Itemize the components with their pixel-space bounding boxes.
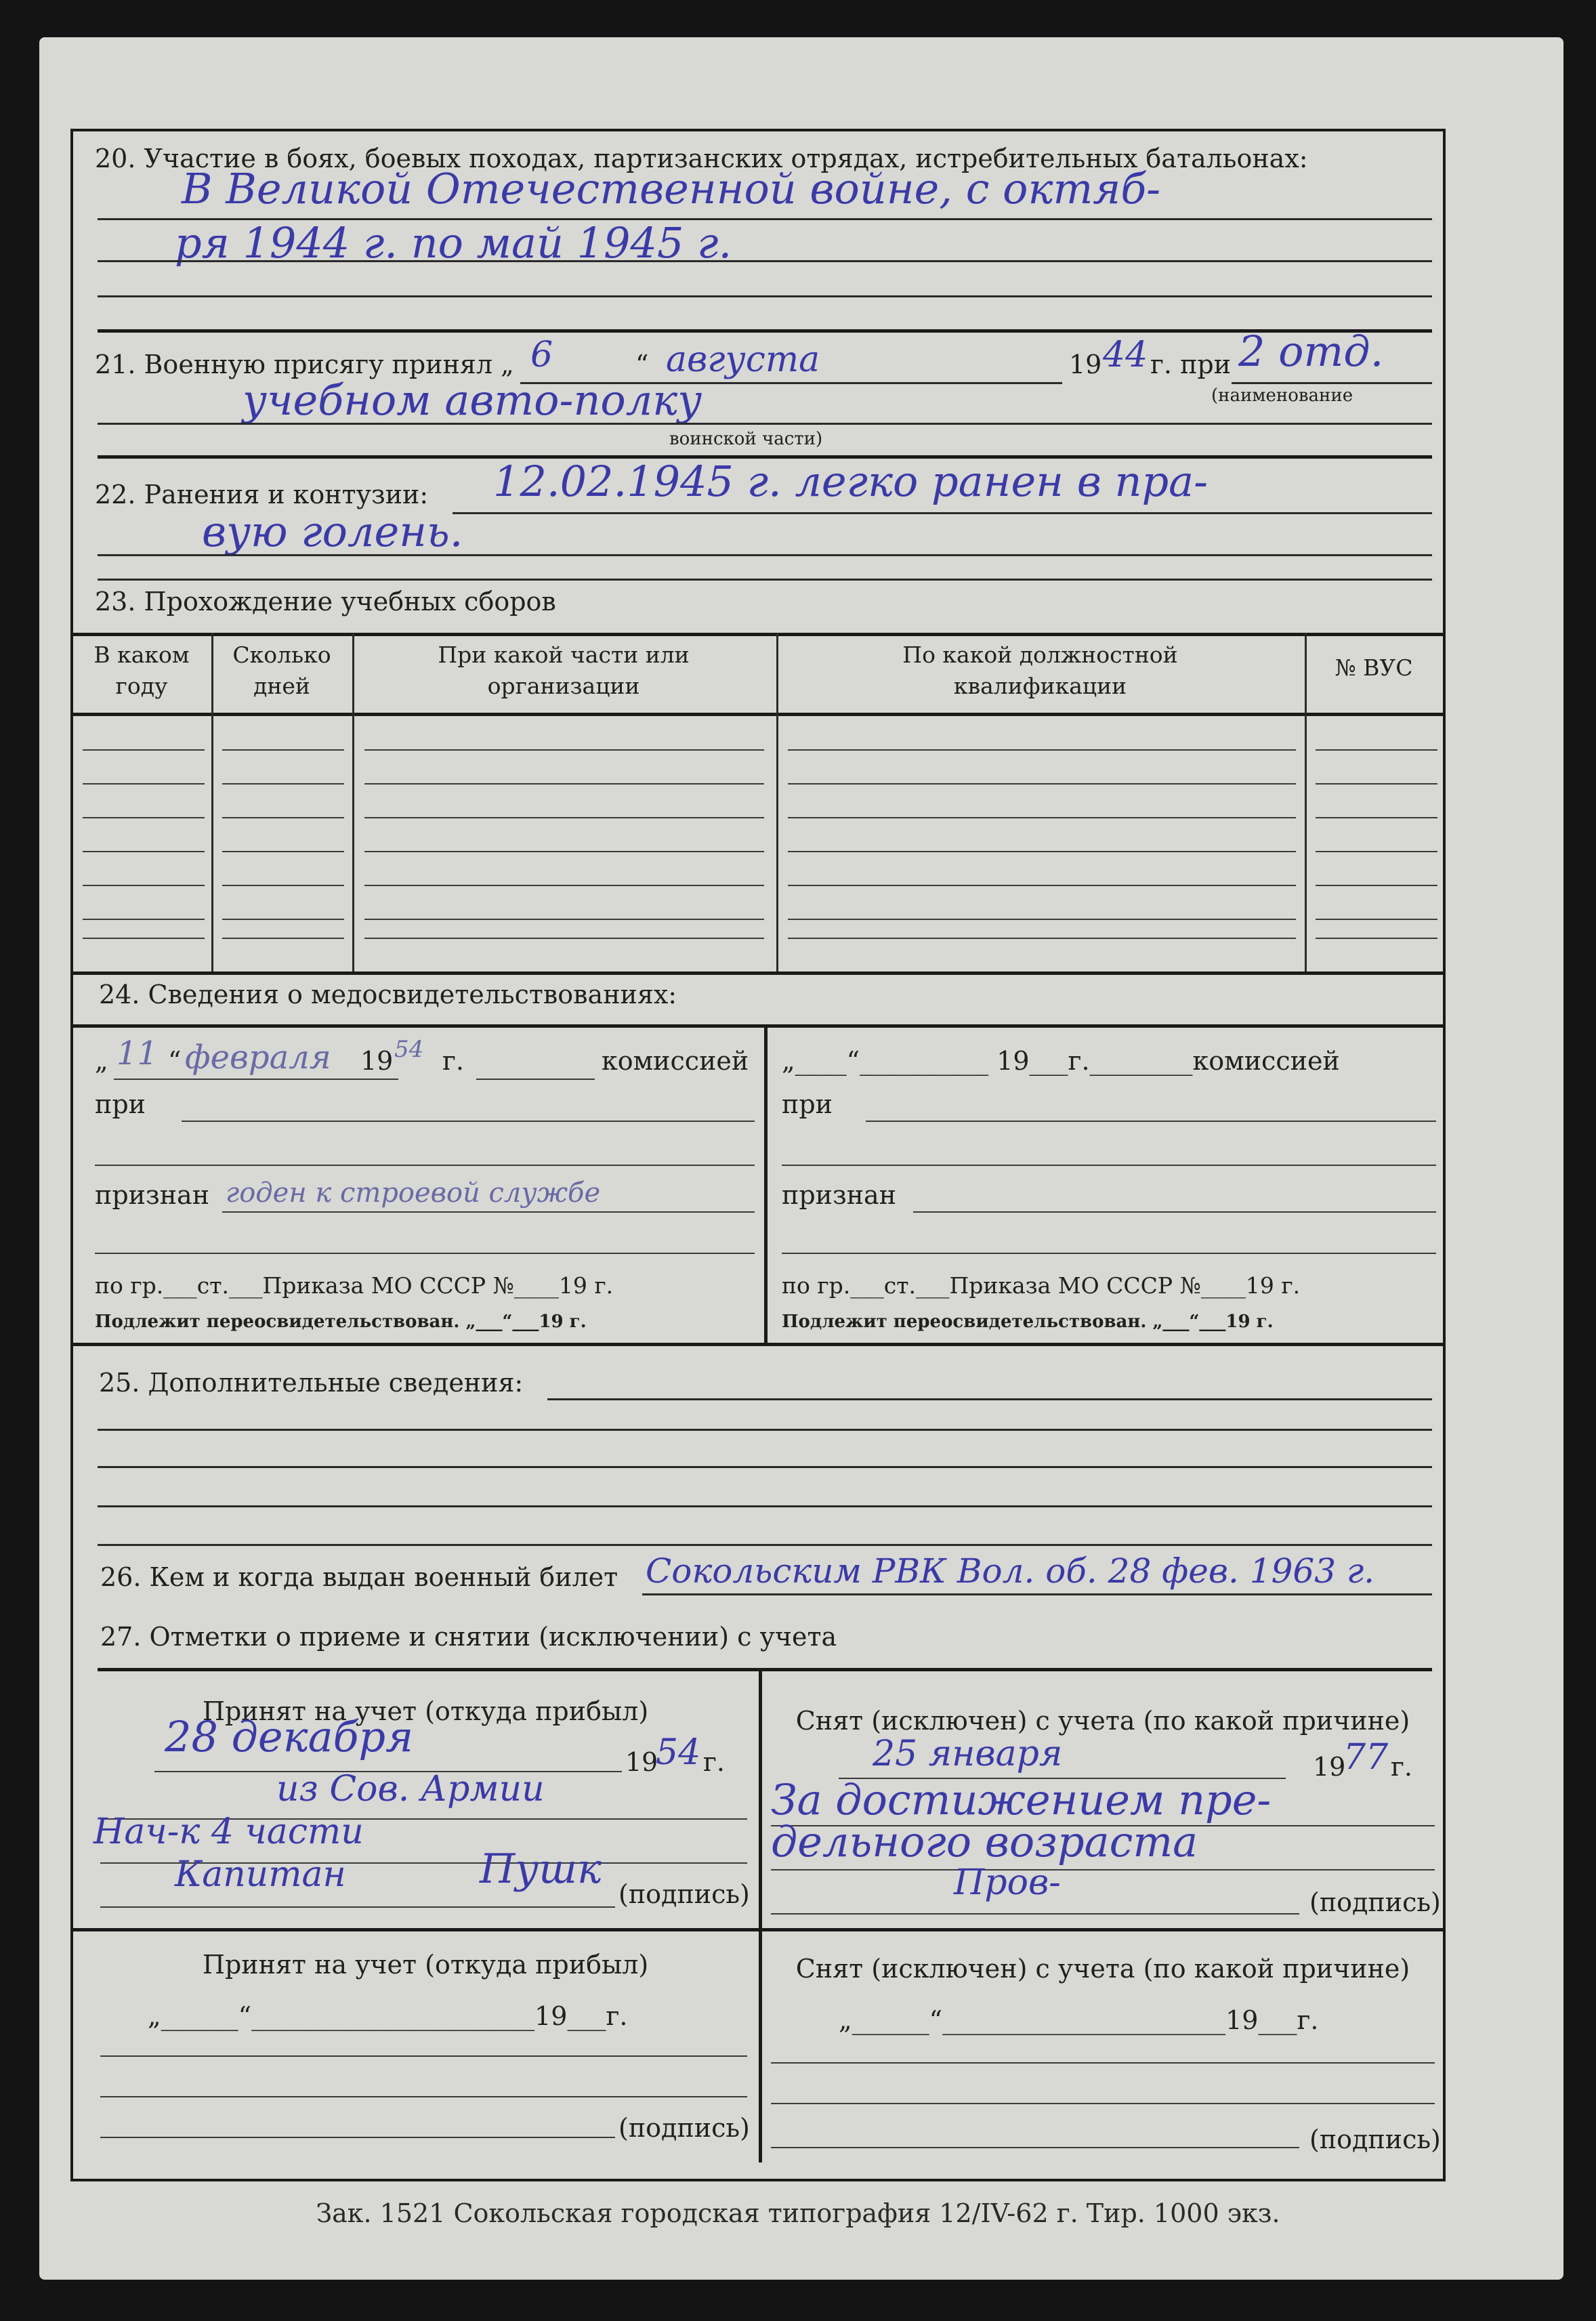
rule <box>114 1079 398 1080</box>
col-unit-header: При какой части или организации <box>438 642 690 699</box>
blank-cell <box>1316 938 1437 939</box>
blank-cell <box>788 938 1296 939</box>
section-divider <box>73 1024 1443 1028</box>
table-header-bottom <box>73 713 1443 716</box>
oath-quote: “ <box>635 350 649 379</box>
blank-cell <box>222 919 344 920</box>
blank-cell <box>788 851 1296 852</box>
col-divider <box>759 1668 762 2162</box>
military-id-issued: Сокольским РВК Вол. об. 28 фев. 1963 г. <box>646 1551 1375 1591</box>
blank-cell <box>364 885 764 886</box>
med2-pri: при <box>782 1089 833 1119</box>
blank-cell <box>222 749 344 751</box>
rule <box>476 1079 595 1080</box>
box3-date: „______“______________________19___г. <box>148 2001 628 2031</box>
blank-cell <box>222 783 344 785</box>
box1-year-prefix: 19 <box>625 1747 658 1777</box>
section-divider <box>98 1668 1432 1671</box>
med-pri: при <box>95 1089 146 1119</box>
blank-cell <box>364 919 764 920</box>
blank-cell <box>364 749 764 751</box>
box1-g: г. <box>703 1747 725 1777</box>
rule <box>866 1121 1436 1122</box>
col-vus-header: № ВУС <box>1335 654 1413 681</box>
med2-reexam: Подлежит переосвидетельствован. „___“___19 г. <box>782 1312 1274 1332</box>
rule <box>100 2055 747 2057</box>
med-order: по гр.___ст.___Приказа МО СССР №____19 г. <box>95 1272 614 1299</box>
blank-cell <box>788 919 1296 920</box>
blank-cell <box>83 783 205 785</box>
blank-cell <box>364 817 764 818</box>
med-priznan: признан <box>95 1180 210 1210</box>
box2-year-prefix: 19 <box>1313 1752 1346 1782</box>
rule <box>771 1913 1299 1915</box>
blank-cell <box>1316 817 1437 818</box>
box2-title: Снят (исключен) с учета (по какой причине) <box>795 1706 1410 1736</box>
rule <box>182 1121 755 1122</box>
blank-cell <box>222 851 344 852</box>
box1-podpis: (подпись) <box>618 1879 750 1909</box>
col-divider <box>352 633 354 971</box>
rule <box>782 1253 1436 1254</box>
box1-from: из Сов. Армии <box>276 1769 545 1810</box>
med-g: г. <box>442 1046 464 1076</box>
printer-imprint: Зак. 1521 Сокольская городская типография 12/IV-62 г. Тир. 1000 экз. <box>316 2198 1280 2228</box>
section-22-label: 22. Ранения и контузии: <box>95 480 429 509</box>
box1-title: Принят на учет (откуда прибыл) <box>202 1696 649 1726</box>
col-divider <box>211 633 213 971</box>
rule <box>913 1211 1436 1213</box>
col-qualification-header: По какой должностной квалификации <box>902 642 1178 699</box>
rule <box>98 260 1432 262</box>
med-reexam: Подлежит переосвидетельствован. „___“___19 г. <box>95 1312 587 1332</box>
table-top <box>73 633 1443 636</box>
blank-cell <box>222 817 344 818</box>
med-year: 54 <box>394 1036 424 1063</box>
oath-day: 6 <box>530 335 553 375</box>
med-quote: “ <box>168 1046 182 1076</box>
box2-g: г. <box>1391 1752 1412 1782</box>
rule <box>98 295 1432 297</box>
box2-podpis: (подпись) <box>1309 1887 1441 1917</box>
section-divider <box>98 329 1432 333</box>
col-year-header: В каком году <box>93 642 190 699</box>
table-bottom <box>73 971 1443 975</box>
box2-sign: Пров- <box>954 1862 1061 1903</box>
section-25-label: 25. Дополнительные сведения: <box>99 1368 524 1398</box>
blank-cell <box>788 885 1296 886</box>
oath-year: 44 <box>1103 335 1148 375</box>
box1-sign2: Капитан <box>175 1854 346 1895</box>
med-year-prefix: 19 <box>360 1046 394 1076</box>
rule <box>100 1906 615 1908</box>
section-20-label: 20. Участие в боях, боевых походах, партизанских отрядах, истребительных батальонах: <box>95 144 1308 173</box>
oath-unit-2: учебном авто-полку <box>243 375 702 425</box>
box4-date: „______“______________________19___г. <box>839 2005 1319 2035</box>
blank-cell <box>83 938 205 939</box>
blank-cell <box>364 851 764 852</box>
section-27-label: 27. Отметки о приеме и снятии (исключении) с учета <box>100 1622 837 1652</box>
note-military-unit: воинской части) <box>669 429 823 449</box>
rule <box>222 1211 755 1213</box>
blank-cell <box>788 749 1296 751</box>
blank-cell <box>364 783 764 785</box>
blank-cell <box>83 817 205 818</box>
rule <box>95 1253 755 1254</box>
rule <box>95 1165 755 1166</box>
oath-unit-1: 2 отд. <box>1238 327 1384 376</box>
rule <box>100 2137 615 2138</box>
rule <box>100 2096 747 2097</box>
rule <box>453 512 1432 514</box>
med2-date: „____“__________ 19___г.________комиссией <box>782 1046 1340 1076</box>
section-divider <box>73 1343 1443 1346</box>
blank-cell <box>83 919 205 920</box>
blank-cell <box>1316 885 1437 886</box>
form-frame <box>70 129 1446 2181</box>
col-days-header: Сколько дней <box>232 642 331 699</box>
blank-cell <box>364 938 764 939</box>
blank-cell <box>1316 749 1437 751</box>
rule <box>98 579 1432 581</box>
box1-year: 54 <box>656 1732 701 1773</box>
section-divider <box>73 1928 1443 1931</box>
section-20-handwriting-line2: ря 1944 г. по май 1945 г. <box>175 218 732 268</box>
box1-sign1: Нач-к 4 части <box>93 1812 364 1852</box>
med-commission: комиссией <box>602 1046 749 1076</box>
med2-order: по гр.___ст.___Приказа МО СССР №____19 г. <box>782 1272 1301 1299</box>
col-divider <box>764 1024 768 1343</box>
blank-cell <box>1316 851 1437 852</box>
med2-priznan: признан <box>782 1180 897 1210</box>
wound-line1: 12.02.1945 г. легко ранен в пра- <box>493 457 1209 506</box>
wound-line2: вую голень. <box>202 507 463 556</box>
med-status: годен к строевой службе <box>226 1177 601 1209</box>
section-26-label: 26. Кем и когда выдан военный билет <box>100 1562 618 1592</box>
rule <box>771 2103 1435 2104</box>
box3-podpis: (подпись) <box>618 2113 750 2143</box>
box4-title: Снят (исключен) с учета (по какой причине) <box>795 1954 1410 1984</box>
blank-cell <box>788 817 1296 818</box>
rule <box>98 1466 1432 1468</box>
box2-year: 77 <box>1343 1737 1389 1778</box>
col-divider <box>1305 633 1307 971</box>
med-day: 11 <box>117 1034 159 1072</box>
med-month: февраля <box>185 1039 331 1076</box>
blank-cell <box>83 851 205 852</box>
med-open-quote: „ <box>95 1046 108 1076</box>
rule <box>771 2147 1299 2148</box>
box2-reason-1: За достижением пре- <box>771 1775 1272 1824</box>
box2-date: 25 января <box>873 1734 1063 1774</box>
section-24-label: 24. Сведения о медосвидетельствованиях: <box>99 980 677 1009</box>
note-name: (наименование <box>1211 385 1353 406</box>
rule <box>98 1429 1432 1431</box>
rule <box>771 1869 1435 1870</box>
rule <box>98 554 1432 556</box>
box4-podpis: (подпись) <box>1309 2125 1441 2154</box>
oath-g-pri: г. при <box>1150 350 1232 379</box>
section-20-handwriting-line1: В Великой Отечественной войне, с октяб- <box>182 164 1161 213</box>
blank-cell <box>83 749 205 751</box>
blank-cell <box>1316 783 1437 785</box>
section-21-label: 21. Военную присягу принял „ <box>95 350 514 379</box>
oath-month: августа <box>666 339 820 380</box>
oath-year-prefix: 19 <box>1069 350 1102 379</box>
box3-title: Принят на учет (откуда прибыл) <box>202 1950 649 1980</box>
blank-cell <box>788 783 1296 785</box>
blank-cell <box>222 938 344 939</box>
box1-signature: Пушк <box>480 1845 602 1893</box>
section-23-label: 23. Прохождение учебных сборов <box>95 587 556 616</box>
rule <box>771 2062 1435 2064</box>
box2-reason-2: дельного возраста <box>771 1817 1198 1866</box>
blank-cell <box>1316 919 1437 920</box>
rule <box>642 1593 1432 1595</box>
col-divider <box>776 633 778 971</box>
box1-date: 28 декабря <box>165 1712 414 1761</box>
blank-cell <box>222 885 344 886</box>
rule <box>547 1398 1432 1400</box>
rule <box>98 1505 1432 1507</box>
rule <box>98 1544 1432 1546</box>
rule <box>782 1165 1436 1166</box>
blank-cell <box>83 885 205 886</box>
